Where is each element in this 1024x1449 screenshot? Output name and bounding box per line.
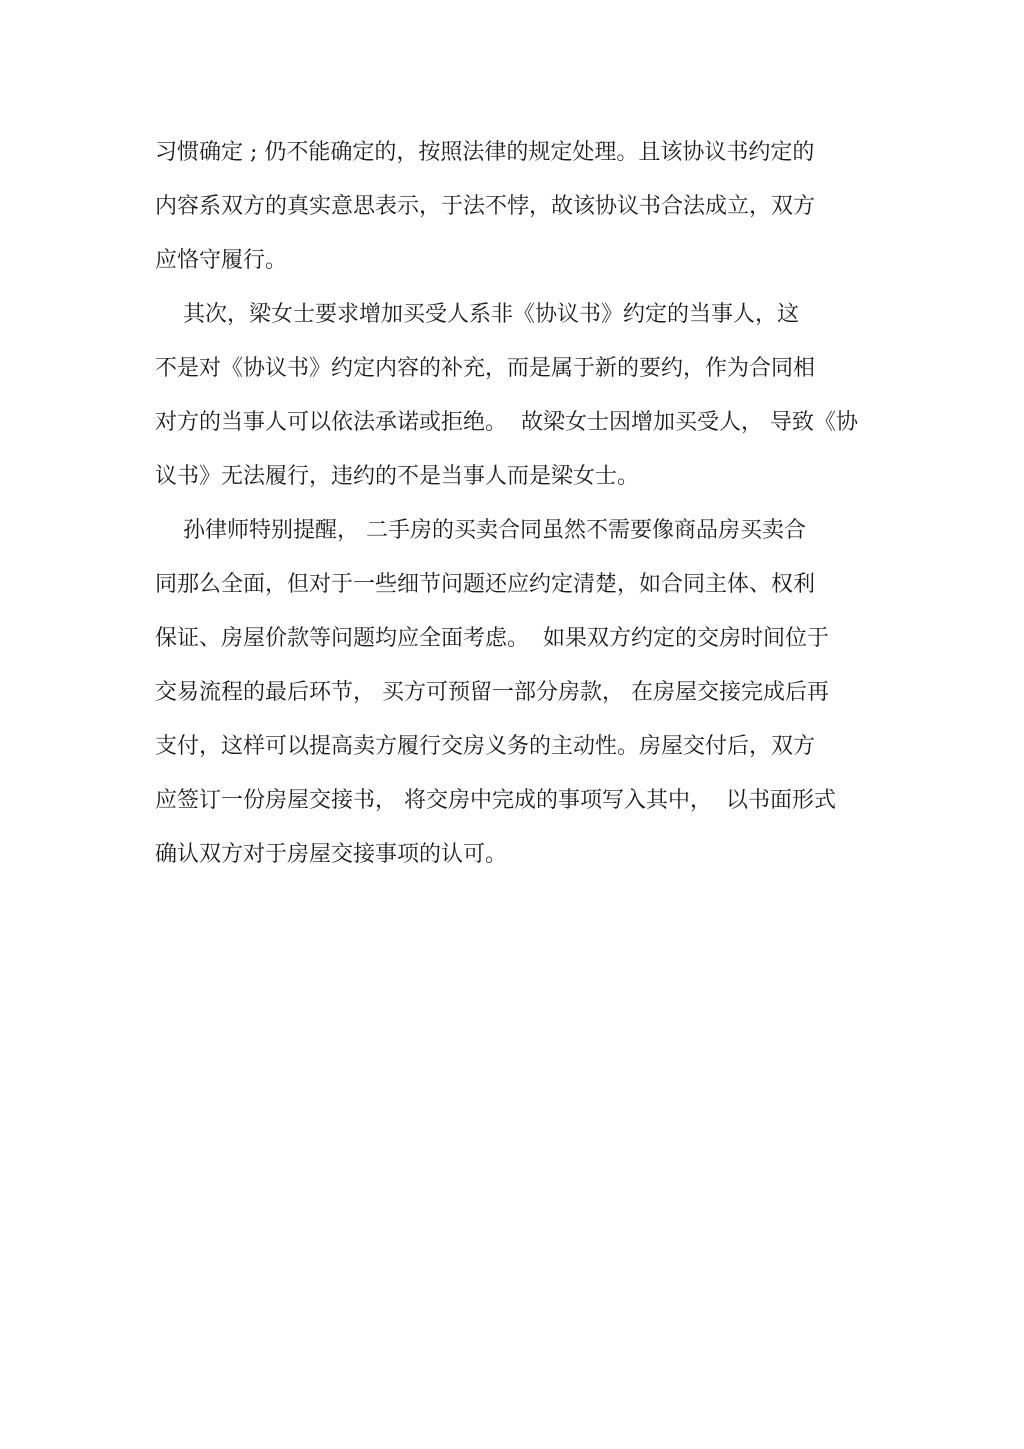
text-line: 孙律师特别提醒， 二手房的买卖合同虽然不需要像商品房买卖合 xyxy=(155,518,806,543)
text-line: 对方的当事人可以依法承诺或拒绝。 故梁女士因增加买受人， 导致《协 xyxy=(155,410,858,435)
text-line: 习惯确定 ; 仍不能确定的，按照法律的规定处理。且该协议书约定的 xyxy=(155,140,815,165)
text-line: 确认双方对于房屋交接事项的认可。 xyxy=(155,842,508,867)
text-line: 支付，这样可以提高卖方履行交房义务的主动性。房屋交付后，双方 xyxy=(155,734,816,759)
text-line: 其次，梁女士要求增加买受人系非《协议书》约定的当事人，这 xyxy=(155,302,799,327)
text-line: 不是对《协议书》约定内容的补充，而是属于新的要约，作为合同相 xyxy=(155,356,816,381)
text-line: 保证、房屋价款等问题均应全面考虑。 如果双方约定的交房时间位于 xyxy=(155,626,829,651)
text-line: 内容系双方的真实意思表示，于法不悖，故该协议书合法成立，双方 xyxy=(155,194,816,219)
text-line: 同那么全面，但对于一些细节问题还应约定清楚，如合同主体、权利 xyxy=(155,572,816,597)
paragraph-3 xyxy=(155,504,875,882)
text-line: 应恪守履行。 xyxy=(155,248,288,273)
paragraph-1 xyxy=(155,126,875,288)
text-line: 交易流程的最后环节， 买方可预留一部分房款， 在房屋交接完成后再 xyxy=(155,680,829,705)
text-line: 应签订一份房屋交接书， 将交房中完成的事项写入其中， 以书面形式 xyxy=(155,788,836,813)
paragraph-2 xyxy=(155,288,875,504)
document-body xyxy=(155,126,875,882)
text-line: 议书》无法履行，违约的不是当事人而是梁女士。 xyxy=(155,464,640,489)
